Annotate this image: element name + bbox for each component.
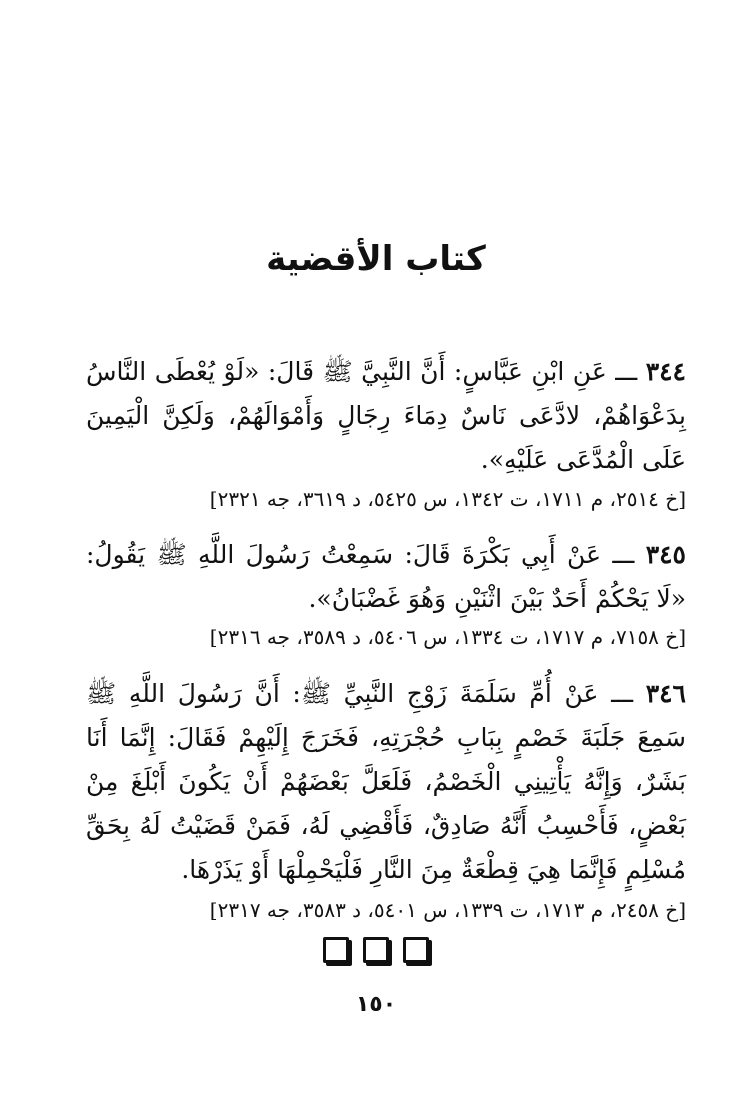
hadith-reference-344: [خ ٢٥١٤، م ١٧١١، ت ١٣٤٢، س ٥٤٢٥، د ٣٦١٩، جه ٢٣٢١] xyxy=(209,487,686,511)
hadith-text: ـــ عَنِ ابْنِ عَبَّاسٍ: أَنَّ النَّبِيَّ ﷺ قَالَ: «لَوْ يُعْطَى النَّاسُ بِدَعْوَاهُمْ، لادَّعَى نَاسٌ دِمَاءَ رِجَالٍ وَأَمْوَالَهُمْ، وَلَكِنَّ الْيَمِينَ عَلَى الْمُدَّعَى عَلَيْهِ». xyxy=(86,357,686,474)
square-ornament-icon xyxy=(323,937,349,963)
section-end-ornament xyxy=(0,937,752,963)
hadith-reference-345: [خ ٧١٥٨، م ١٧١٧، ت ١٣٣٤، س ٥٤٠٦، د ٣٥٨٩، جه ٢٣١٦] xyxy=(209,625,686,649)
hadith-number: ٣٤٥ xyxy=(645,540,686,569)
hadith-number: ٣٤٤ xyxy=(645,357,686,386)
square-ornament-icon xyxy=(403,937,429,963)
square-ornament-icon xyxy=(363,937,389,963)
hadith-345 xyxy=(86,533,686,621)
hadith-text: ـــ عَنْ أُمِّ سَلَمَةَ زَوْجِ النَّبِيِّ ﷺ: أَنَّ رَسُولَ اللَّهِ ﷺ سَمِعَ جَلَبَةَ خَصْمٍ بِبَابِ حُجْرَتِهِ، فَخَرَجَ إِلَيْهِمْ فَقَالَ: إِنَّمَا أَنَا بَشَرٌ، وَإِنَّهُ يَأْتِينِي الْخَصْمُ، فَلَعَلَّ بَعْضَهُمْ أَنْ يَكُونَ أَبْلَغَ مِنْ بَعْضٍ، فَأَحْسِبُ أَنَّهُ صَادِقٌ، فَأَقْضِي لَهُ، فَمَنْ قَضَيْتُ لَهُ بِحَقِّ مُسْلِمٍ فَإِنَّمَا هِيَ قِطْعَةٌ مِنَ النَّارِ فَلْيَحْمِلْهَا أَوْ يَذَرْهَا. xyxy=(86,679,686,884)
page-number: ١٥٠ xyxy=(355,992,397,1017)
chapter-title: كتاب الأقضية xyxy=(266,239,486,279)
hadith-344 xyxy=(86,350,686,482)
hadith-reference-346: [خ ٢٤٥٨، م ١٧١٣، ت ١٣٣٩، س ٥٤٠١، د ٣٥٨٣، جه ٢٣١٧] xyxy=(209,898,686,922)
hadith-346 xyxy=(86,672,686,892)
hadith-text: ـــ عَنْ أَبِي بَكْرَةَ قَالَ: سَمِعْتُ رَسُولَ اللَّهِ ﷺ يَقُولُ: «لَا يَحْكُمْ أَحَدٌ بَيْنَ اثْنَيْنِ وَهُوَ غَضْبَانُ». xyxy=(86,540,686,613)
hadith-number: ٣٤٦ xyxy=(645,679,686,708)
